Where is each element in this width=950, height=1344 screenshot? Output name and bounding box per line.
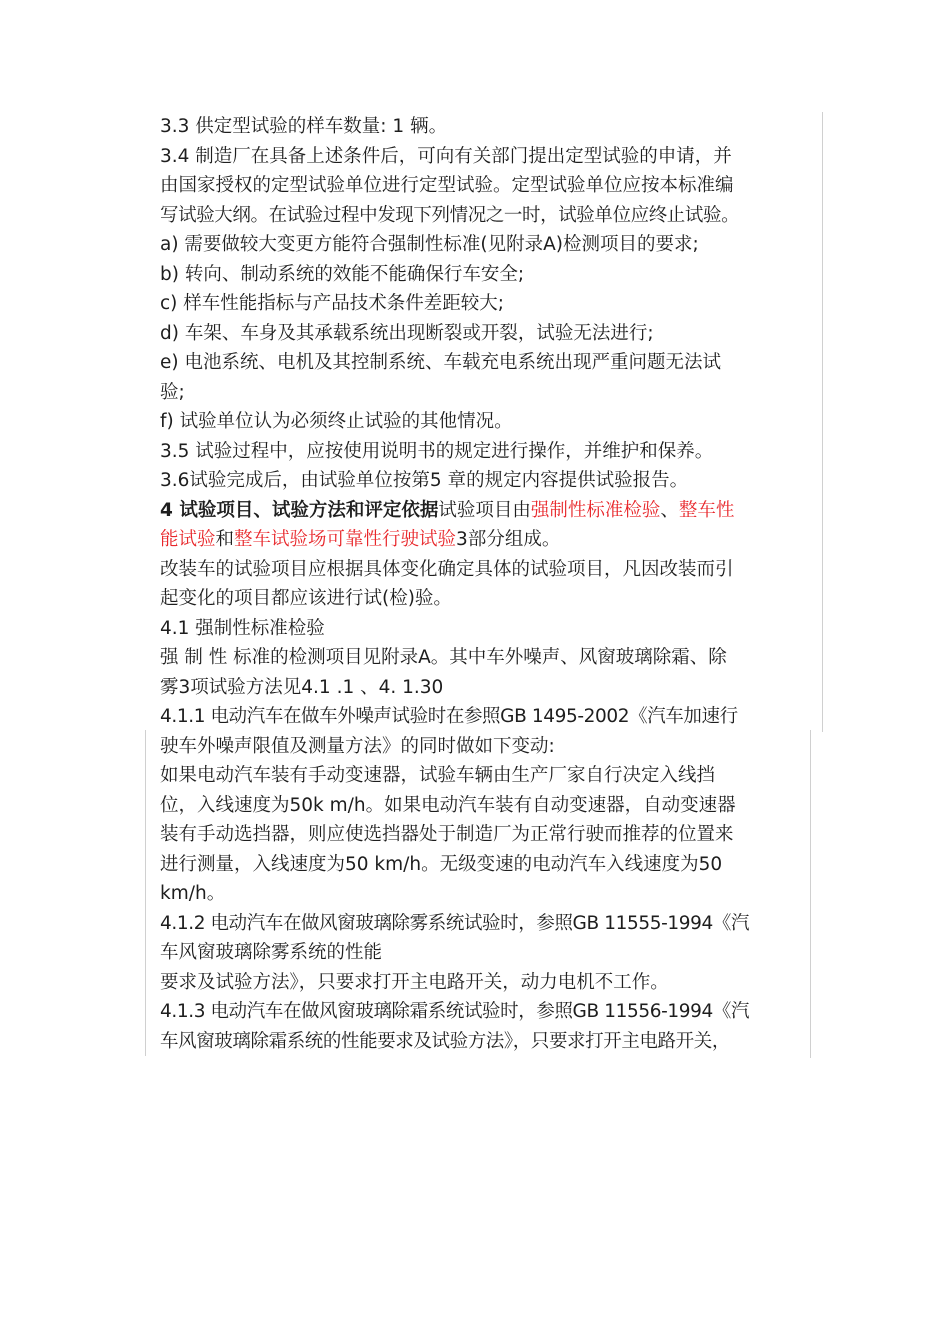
body-text: 如果电动汽车装有手动变速器，试验车辆由生产厂家自行决定入线挡: [160, 765, 716, 786]
body-text: 位，入线速度为50k m/h。如果电动汽车装有自动变速器，自动变速器: [160, 794, 736, 816]
body-text: e) 电池系统、电机及其控制系统、车载充电系统出现严重问题无法试: [160, 352, 721, 373]
text-line: [160, 378, 810, 408]
page-border-right-upper: [822, 112, 823, 732]
body-text: 3.4 制造厂在具备上述条件后，可向有关部门提出定型试验的申请，并: [160, 145, 732, 167]
body-text: 、: [660, 499, 679, 521]
body-text: 强 制 性 标准的检测项目见附录A。其中车外噪声、风窗玻璃除霜、除: [160, 647, 727, 668]
text-line: [160, 909, 810, 939]
body-text: 车风窗玻璃除霜系统的性能要求及试验方法》，只要求打开主电路开关，: [160, 1030, 730, 1052]
text-line: [160, 584, 810, 614]
body-text: d) 车架、车身及其承载系统出现断裂或开裂，试验无法进行;: [160, 322, 654, 344]
body-text: 试验项目由: [438, 499, 531, 521]
body-text: 车风窗玻璃除雾系统的性能: [160, 942, 383, 963]
body-text: 驶车外噪声限值及测量方法》的同时做如下变动:: [160, 735, 555, 757]
text-line: [160, 673, 810, 703]
text-line: [160, 643, 810, 673]
body-text: 进行测量，入线速度为50 km/h。无级变速的电动汽车入线速度为50: [160, 853, 723, 875]
highlight-text: 整车试验场可靠性行驶试验: [234, 529, 457, 550]
body-text: b) 转向、制动系统的效能不能确保行车安全;: [160, 263, 525, 285]
text-line: [160, 525, 810, 555]
body-text: 4.1 强制性标准检验: [160, 617, 325, 639]
text-line: [160, 761, 810, 791]
text-line: [160, 230, 810, 260]
text-line: [160, 496, 810, 526]
body-text: c) 样车性能指标与产品技术条件差距较大;: [160, 293, 505, 314]
body-text: 4.1.2 电动汽车在做风窗玻璃除雾系统试验时，参照GB 11555-1994《汽: [160, 912, 750, 934]
body-text: 3.3 供定型试验的样车数量: 1 辆。: [160, 116, 448, 137]
body-text: 要求及试验方法》，只要求打开主电路开关，动力电机不工作。: [160, 971, 669, 993]
text-line: [160, 407, 810, 437]
body-text: 和: [215, 529, 235, 550]
text-line: [160, 555, 810, 585]
highlight-text: 整车性: [678, 499, 735, 521]
body-text: 装有手动选挡器，则应使选挡器处于制造厂为正常行驶而推荐的位置来: [160, 824, 734, 845]
text-line: [160, 319, 810, 349]
body-text: f) 试验单位认为必须终止试验的其他情况。: [160, 411, 513, 432]
body-text: 由国家授权的定型试验单位进行定型试验。定型试验单位应按本标准编: [160, 175, 734, 196]
body-text: 雾3项试验方法见4.1 .1 、4. 1.30: [160, 676, 444, 698]
text-line: [160, 201, 810, 231]
body-text: 3.5 试验过程中，应按使用说明书的规定进行操作，并维护和保养。: [160, 440, 714, 462]
text-line: [160, 702, 810, 732]
text-line: [160, 437, 810, 467]
text-line: [160, 938, 810, 968]
text-line: [160, 968, 810, 998]
text-line: [160, 732, 810, 762]
text-line: [160, 791, 810, 821]
body-text: 起变化的项目都应该进行试(检)验。: [160, 588, 452, 609]
text-line: [160, 614, 810, 644]
text-line: [160, 142, 810, 172]
body-text: 改装车的试验项目应根据具体变化确定具体的试验项目，凡因改装而引: [160, 558, 734, 580]
body-text: 4.1.1 电动汽车在做车外噪声试验时在参照GB 1495-2002《汽车加速行: [160, 706, 738, 727]
body-text: 4.1.3 电动汽车在做风窗玻璃除霜系统试验时，参照GB 11556-1994《汽: [160, 1001, 750, 1022]
body-text: 写试验大纲。在试验过程中发现下列情况之一时，试验单位应终止试验。: [160, 204, 740, 226]
heading-text: 4 试验项目、试验方法和评定依据: [160, 499, 439, 521]
text-line: [160, 348, 810, 378]
body-text: 验;: [160, 381, 185, 403]
body-text: km/h。: [160, 883, 226, 904]
highlight-text: 能试验: [160, 529, 216, 550]
text-line: [160, 997, 810, 1027]
text-line: [160, 820, 810, 850]
text-line: [160, 171, 810, 201]
body-text: 3.6试验完成后，由试验单位按第5 章的规定内容提供试验报告。: [160, 470, 689, 491]
body-text: 3部分组成。: [456, 529, 561, 550]
text-line: [160, 850, 810, 880]
page-border-right-lower: [810, 730, 811, 1058]
text-line: [160, 466, 810, 496]
text-line: [160, 879, 810, 909]
text-line: [160, 289, 810, 319]
document-body: [160, 112, 810, 1056]
text-line: [160, 1027, 810, 1057]
body-text: a) 需要做较大变更方能符合强制性标准(见附录A)检测项目的要求;: [160, 234, 699, 255]
text-line: [160, 260, 810, 290]
highlight-text: 强制性标准检验: [530, 499, 661, 521]
text-line: [160, 112, 810, 142]
page-border-left-lower: [145, 730, 146, 1056]
